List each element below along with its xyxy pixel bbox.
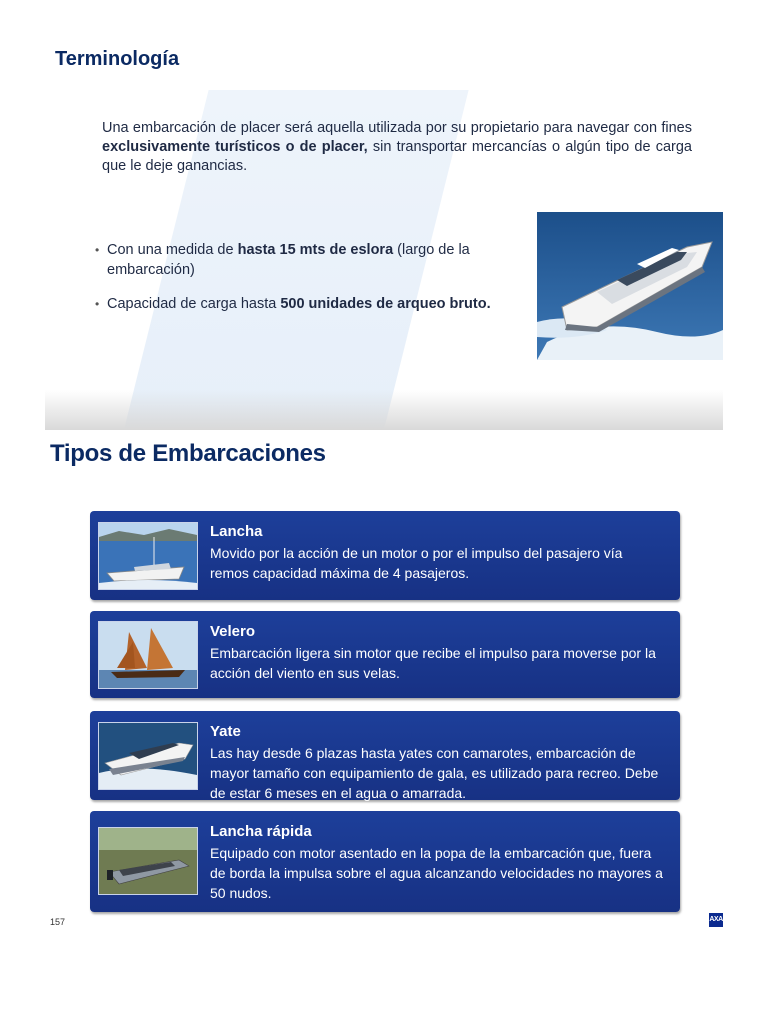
lancha-photo [98, 522, 198, 590]
tipos-title: Tipos de Embarcaciones [50, 440, 326, 467]
velero-photo [98, 621, 198, 689]
intro-text-2: sin transportar mercancías o algún tipo de carga que le deje ganancias. [102, 139, 692, 174]
card-lancha-rapida [90, 811, 680, 912]
card-velero [90, 611, 680, 698]
card-lancha [90, 511, 680, 600]
lancha-rapida-photo [98, 827, 198, 895]
slide-bottom-fade [45, 390, 723, 430]
page-number: 157 [50, 917, 66, 927]
terminologia-slide [45, 30, 723, 430]
card-title: Yate [210, 723, 241, 740]
intro-text-1: Una embarcación de placer será aquella utilizada por su propietario para navegar con fines [102, 120, 692, 136]
intro-text-bold: exclusivamente turísticos o de placer, [102, 139, 368, 155]
bullet-list [95, 240, 515, 314]
bullet-eslora: • Con una medida de hasta 15 mts de eslora (largo de la embarcación) [95, 240, 515, 280]
card-title: Lancha rápida [210, 823, 312, 840]
card-yate [90, 711, 680, 800]
axa-logo: AXA [709, 913, 723, 927]
yate-photo [98, 722, 198, 790]
card-description: Movido por la acción de un motor o por el impulso del pasajero vía remos capacidad máxima de 4 pasajeros. [210, 545, 623, 581]
yacht-photo [537, 212, 723, 360]
terminologia-title: Terminología [55, 48, 180, 70]
intro-paragraph [102, 119, 692, 176]
bullet-capacidad: • Capacidad de carga hasta 500 unidades de arqueo bruto. [95, 294, 515, 314]
card-description: Embarcación ligera sin motor que recibe el impulso para moverse por la acción del viento en sus velas. [210, 645, 656, 681]
card-title: Lancha [210, 523, 263, 540]
card-title: Velero [210, 623, 256, 640]
card-description: Equipado con motor asentado en la popa de la embarcación que, fuera de borda la impulsa sobre el agua alcanzando velocidades no mayores a 50 nudos. [210, 845, 663, 901]
card-description: Las hay desde 6 plazas hasta yates con camarotes, embarcación de mayor tamaño con equipamiento de gala, es utilizado para recreo. Debe de estar 6 meses en el agua o amarrada. [210, 745, 659, 801]
